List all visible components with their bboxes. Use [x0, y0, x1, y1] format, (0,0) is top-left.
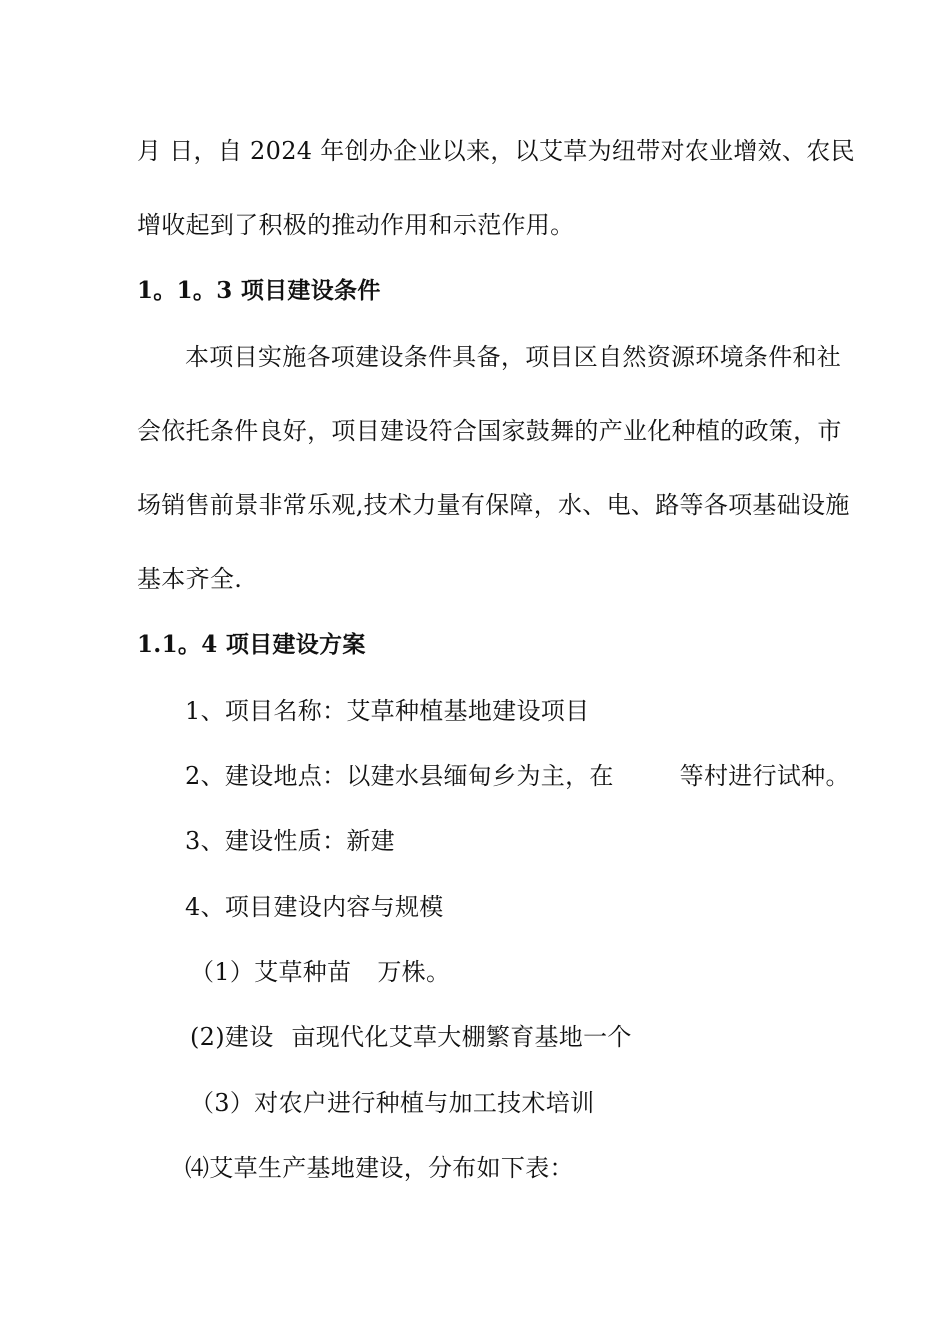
sub-list-item-text: （1）艾草种苗	[190, 958, 352, 986]
paragraph-line: 场销售前景非常乐观,技术力量有保障，水、电、路等各项基础设施	[137, 491, 850, 519]
section-heading-1-1-4: 1.1。4 项目建设方案	[137, 631, 366, 658]
list-item	[185, 761, 850, 791]
sub-list-item-text: 亩现代化艾草大棚繁育基地一个	[291, 1023, 632, 1051]
paragraph-line: 会依托条件良好，项目建设符合国家鼓舞的产业化种植的政策，市	[137, 417, 842, 445]
sub-list-item: （3）对农户进行种植与加工技术培训	[190, 1089, 595, 1117]
paragraph-line: 基本齐全.	[137, 565, 243, 593]
sub-list-item	[190, 1022, 632, 1052]
paragraph-line: 本项目实施各项建设条件具备，项目区自然资源环境条件和社	[185, 343, 842, 371]
list-item: 1、项目名称：艾草种植基地建设项目	[185, 697, 590, 725]
sub-list-item-text: 万株。	[377, 958, 451, 986]
list-item-text: 等村进行试种。	[679, 762, 850, 790]
section-heading-1-1-3: 1。1。3 项目建设条件	[137, 277, 381, 304]
list-item: 3、建设性质：新建	[185, 827, 395, 855]
sub-list-item: ⑷艾草生产基地建设，分布如下表：	[185, 1154, 574, 1182]
sub-list-item	[190, 957, 450, 987]
list-item-text: 2、建设地点：以建水县缅甸乡为主，在	[185, 762, 614, 790]
sub-list-item-text: (2)建设	[190, 1023, 274, 1051]
paragraph-line: 增收起到了积极的推动作用和示范作用。	[137, 211, 575, 239]
list-item: 4、项目建设内容与规模	[185, 893, 444, 921]
paragraph-line: 月 日，自 2024 年创办企业以来，以艾草为纽带对农业增效、农民	[137, 137, 855, 165]
